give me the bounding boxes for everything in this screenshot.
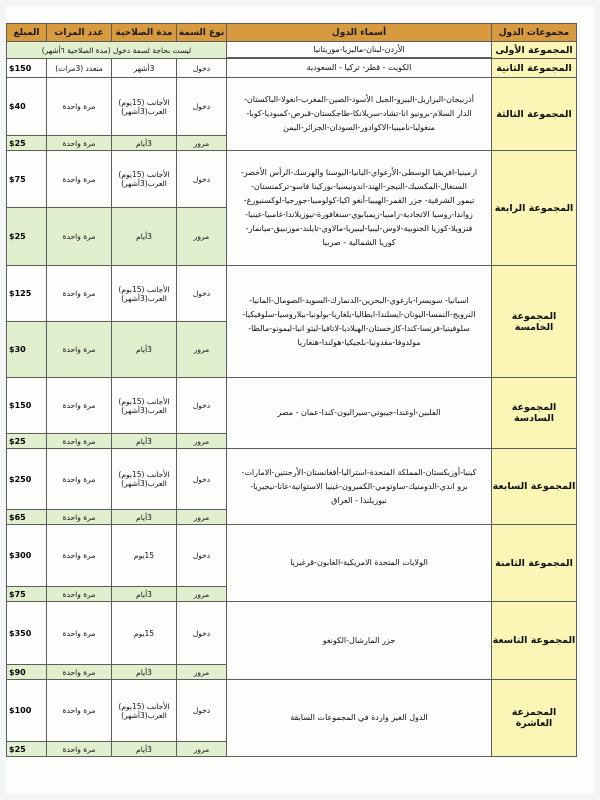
transit-entries: مرة واحدة xyxy=(47,208,112,266)
group-countries: جزر المارشال-الكونغو xyxy=(227,602,492,680)
amount: $300 xyxy=(7,525,47,587)
transit-type: مرور xyxy=(177,742,227,757)
transit-type: مرور xyxy=(177,665,227,680)
transit-validity: 3أيام xyxy=(112,587,177,602)
transit-entries: مرة واحدة xyxy=(47,742,112,757)
validity-foreign: الأجانب (15يوم) xyxy=(118,170,170,179)
visa-type: دخول xyxy=(177,602,227,665)
amount: $40 xyxy=(7,78,47,136)
countries-line: الدار السلام-برونيو انا-تشاد-سريلانكا-طاجكستان-قبرص-كمبوديا-كوبا- xyxy=(246,109,472,118)
countries-line: منغوليا-ناميبيا-الاكوادور-السودان-الجزائر-اليمن xyxy=(283,123,435,132)
validity-foreign: الأجانب (15يوم) xyxy=(118,396,170,406)
transit-validity: 3أيام xyxy=(112,136,177,151)
entries: مرة واحدة xyxy=(47,266,112,322)
group-countries xyxy=(227,266,492,378)
group-row xyxy=(7,42,577,58)
amount: $125 xyxy=(7,266,47,322)
validity-foreign: الأجانب (15يوم) xyxy=(118,470,170,479)
amount: $75 xyxy=(7,151,47,208)
group-countries xyxy=(227,449,492,525)
transit-type: مرور xyxy=(177,136,227,151)
transit-type: مرور xyxy=(177,510,227,525)
visa-type: دخول xyxy=(177,680,227,742)
validity: 3أشهر xyxy=(112,59,177,78)
group-row xyxy=(7,602,577,665)
group-name: المجموعة الرابعة xyxy=(492,151,577,266)
validity: 15يوم xyxy=(112,525,177,587)
transit-amount: $25 xyxy=(7,434,47,449)
group-countries xyxy=(227,151,492,266)
transit-entries: مرة واحدة xyxy=(47,136,112,151)
visa-type: دخول xyxy=(177,78,227,136)
countries-line: النرويج-النمسا-اليونان-ايسلندا-ايطاليا-بلغاريا-بولونيا-بيلاروسيا-سلوفيكيا- xyxy=(242,309,476,319)
countries-line: ارمينيا-افريقيا الوسطى-الأرغواي-البانيا-البوسنا والهرسك-الرأس الأخضر- xyxy=(240,168,478,177)
group-row xyxy=(7,378,577,434)
transit-entries: مرة واحدة xyxy=(47,587,112,602)
visa-type: دخول xyxy=(177,59,227,78)
countries-line: كينيا-أوزبكستان-المملكة المتحدة-استراليا-أفغانستان-الأرجنتين-الامارات- xyxy=(241,467,477,477)
countries-line: السنغال-المكسيك-النيجر-الهند-اندونيسيا-بوركينا فاسو-تركمنستان- xyxy=(251,182,467,191)
countries-line: سلوفينيا-فرنسا-كندا-كازخستان-الهيلاديا-لاتافيا-ليتو انيا-ليمونو-مالطا- xyxy=(248,323,470,333)
amount: $100 xyxy=(7,680,47,742)
header-visa-type: نوع السمة xyxy=(177,24,227,42)
visa-type: دخول xyxy=(177,378,227,434)
transit-entries: مرة واحدة xyxy=(47,665,112,680)
validity-arab: العرب(3أشهر) xyxy=(121,479,167,488)
group-name: المجمزعة العاشرة xyxy=(492,680,577,757)
transit-validity: 3أيام xyxy=(112,742,177,757)
entries: مرة واحدة xyxy=(47,525,112,587)
transit-type: مرور xyxy=(177,208,227,266)
transit-entries: مرة واحدة xyxy=(47,322,112,378)
transit-validity: 3أيام xyxy=(112,510,177,525)
header-validity: مدة الصلاحية xyxy=(112,24,177,42)
transit-amount: $90 xyxy=(7,665,47,680)
transit-amount: $25 xyxy=(7,208,47,266)
countries-line: مولدوفا-مقدونيا-بلجيكيا-هولندا-هنغاريا xyxy=(297,337,421,347)
entries: مرة واحدة xyxy=(47,151,112,208)
group-row xyxy=(7,449,577,510)
countries-line: نيوزيلندا - العراق xyxy=(331,495,387,505)
transit-validity: 3أيام xyxy=(112,434,177,449)
countries-line: فنزويلا-كوريا الجنوبية-لاوس-ليبيا-ليبيريا-مالاوي-تايلند-موزنبيق-ميانمار- xyxy=(245,224,473,233)
group-row xyxy=(7,59,577,78)
amount: $350 xyxy=(7,602,47,665)
group-countries: الفلبين-اوغندا-جيبوتي-سيراليون-كندا-عمان - مصر xyxy=(227,378,492,449)
group-row xyxy=(7,151,577,208)
group-row xyxy=(7,525,577,587)
header-countries: أسماء الدول xyxy=(227,24,492,42)
group-countries xyxy=(227,78,492,151)
transit-entries: مرة واحدة xyxy=(47,510,112,525)
transit-validity: 3أيام xyxy=(112,208,177,266)
group-row xyxy=(7,78,577,136)
transit-validity: 3أيام xyxy=(112,665,177,680)
countries-line: برو اندي-الدومنيك-ساوتومي-الكميرون-غينيا الاستوانية-غانا-نيجيريا- xyxy=(250,481,468,491)
group-name: المجموعة السابعة xyxy=(492,449,577,525)
transit-type: مرور xyxy=(177,434,227,449)
group-name: المجموعة الخامسة xyxy=(492,266,577,378)
visa-type: دخول xyxy=(177,449,227,510)
entries: مرة واحدة xyxy=(47,602,112,665)
amount: $150 xyxy=(7,59,47,78)
header-entries: عدد المرات xyxy=(47,24,112,42)
amount: $250 xyxy=(7,449,47,510)
entries: مرة واحدة xyxy=(47,449,112,510)
validity-foreign: الأجانب (15يوم) xyxy=(118,97,170,107)
group-name: المجموعة الثالثة xyxy=(492,78,577,151)
header-group: مجموعات الدول xyxy=(492,24,577,42)
transit-amount: $30 xyxy=(7,322,47,378)
countries-line: أذربيجان-البرازيل-البيرو-الجبل الأسود-الصين-المغرب-انغولا-الباكستان- xyxy=(244,95,474,104)
group-name: المجموعة الأولى xyxy=(492,42,577,59)
validity-foreign: الأجانب (15يوم) xyxy=(118,284,170,294)
group-name: المجموعة الثامنة xyxy=(492,525,577,602)
entries: مرة واحدة xyxy=(47,680,112,742)
group-row xyxy=(7,680,577,742)
validity-arab: العرب(3أشهر) xyxy=(121,293,167,303)
validity: 15يوم xyxy=(112,602,177,665)
group-row xyxy=(7,266,577,322)
countries-line: اسبانيا- سويسرا-بارغوي-البحرين-الدنمارك-السويد-الصومال-المانيا- xyxy=(249,295,469,305)
group-name: المجموعة السادسة xyxy=(492,378,577,449)
countries-line: كوريا الشمالية - صربيا xyxy=(322,238,396,247)
amount: $150 xyxy=(7,378,47,434)
visa-type: دخول xyxy=(177,151,227,208)
transit-amount: $75 xyxy=(7,587,47,602)
transit-type: مرور xyxy=(177,322,227,378)
transit-entries: مرة واحدة xyxy=(47,434,112,449)
validity-arab: العرب(3أشهر) xyxy=(121,179,167,188)
group-name: المجموعة التاسعة xyxy=(492,602,577,680)
group-countries: الكويت - قطر- تركيا - السعودية xyxy=(227,59,492,78)
group-countries: الدول الغير واردة في المجموعات السابقة xyxy=(227,680,492,757)
countries-line: تيمور الشرقية- جزر القمر-الهيبيا-أنغو اكيا-كولومبيا-جورجيا-لوكسنبورغ- xyxy=(243,196,475,205)
validity-arab: العرب(3أشهر) xyxy=(121,405,167,415)
transit-amount: $25 xyxy=(7,136,47,151)
visa-fees-table xyxy=(6,23,577,757)
transit-validity: 3أيام xyxy=(112,322,177,378)
entries: مرة واحدة xyxy=(47,78,112,136)
header-row xyxy=(7,24,577,42)
transit-amount: $25 xyxy=(7,742,47,757)
group-note: ليست بحاجة لسمة دخول (مدة الصلاحية ٦أشهر) xyxy=(7,42,227,59)
countries-line: زواندا-روسيا الاتحادية-زامبيا-زيمبابوي-سنغافورة-نيوزيلاندا-غامبيا-غينيا- xyxy=(245,210,473,219)
header-amount: المبلغ xyxy=(7,24,47,42)
group-countries: الأردن-لبنان-ماليزيا-موريتانيا xyxy=(227,42,492,58)
group-countries: الولايات المتحدة الامريكية-الغابون-قرغيزيا xyxy=(227,525,492,602)
visa-type: دخول xyxy=(177,266,227,322)
entries: مرة واحدة xyxy=(47,378,112,434)
entries: متعدد (3مرات) xyxy=(47,59,112,78)
group-name: المجموعة الثانية xyxy=(492,59,577,78)
validity-foreign: الأجانب (15يوم) xyxy=(118,701,170,711)
transit-amount: $65 xyxy=(7,510,47,525)
validity-arab: العرب(3أشهر) xyxy=(121,710,167,720)
validity-arab: العرب(3أشهر) xyxy=(121,106,167,116)
transit-type: مرور xyxy=(177,587,227,602)
visa-type: دخول xyxy=(177,525,227,587)
